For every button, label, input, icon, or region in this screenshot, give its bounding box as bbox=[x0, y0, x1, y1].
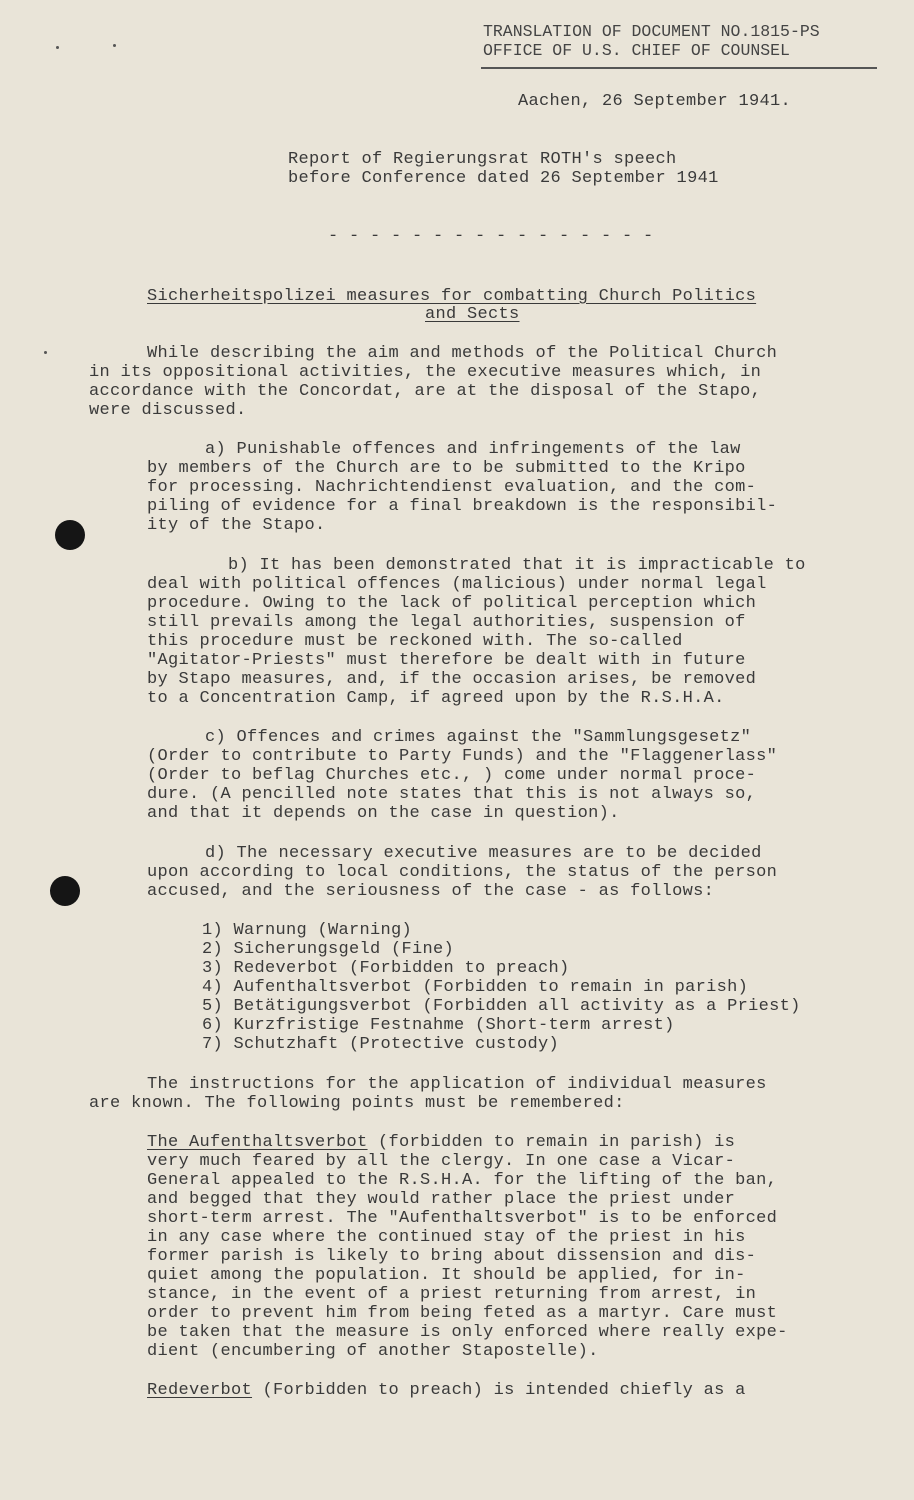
aufenthalt-line: very much feared by all the clergy. In one case a Vicar- bbox=[147, 1152, 736, 1171]
para-b-line: still prevails among the legal authorities, suspension of bbox=[147, 613, 746, 632]
paper-speck bbox=[56, 46, 59, 49]
para-b-line: b) It has been demonstrated that it is impracticable to bbox=[228, 556, 806, 575]
para-a-line: by members of the Church are to be submitted to the Kripo bbox=[147, 459, 746, 478]
measure-item: 1) Warnung (Warning) bbox=[202, 921, 413, 940]
punch-hole bbox=[55, 520, 85, 550]
measure-item: 7) Schutzhaft (Protective custody) bbox=[202, 1035, 560, 1054]
header-translation-line: TRANSLATION OF DOCUMENT NO.1815-PS bbox=[483, 22, 820, 41]
para-a-line: ity of the Stapo. bbox=[147, 516, 326, 535]
para-b-line: this procedure must be reckoned with. The so-called bbox=[147, 632, 683, 651]
aufenthalt-line: in any case where the continued stay of the priest in his bbox=[147, 1228, 746, 1247]
para-b-line: by Stapo measures, and, if the occasion arises, be removed bbox=[147, 670, 757, 689]
para-a-line: a) Punishable offences and infringements of the law bbox=[205, 440, 741, 459]
para-b-line: "Agitator-Priests" must therefore be dealt with in future bbox=[147, 651, 746, 670]
section-title-line-2: and Sects bbox=[425, 305, 520, 324]
intro-line: were discussed. bbox=[89, 401, 247, 420]
document-header bbox=[483, 22, 820, 60]
para-d-line: upon according to local conditions, the status of the person bbox=[147, 863, 778, 882]
aufenthalt-line: and begged that they would rather place the priest under bbox=[147, 1190, 736, 1209]
para-c-line: (Order to beflag Churches etc., ) come under normal proce- bbox=[147, 766, 757, 785]
para-c-line: c) Offences and crimes against the "Sammlungsgesetz" bbox=[205, 728, 752, 747]
section-title-line-1: Sicherheitspolizei measures for combatting Church Politics bbox=[147, 287, 757, 306]
report-title-line-2: before Conference dated 26 September 1941 bbox=[288, 169, 719, 188]
header-rule bbox=[481, 67, 877, 69]
rede-term: Redeverbot bbox=[147, 1381, 253, 1400]
para-a-line: for processing. Nachrichtendienst evaluation, and the com- bbox=[147, 478, 757, 497]
aufenthalt-first-rest: (forbidden to remain in parish) is bbox=[367, 1133, 736, 1152]
aufenthalt-line: stance, in the event of a priest returning from arrest, in bbox=[147, 1285, 757, 1304]
report-title-line-1: Report of Regierungsrat ROTH's speech bbox=[288, 150, 677, 169]
intro-line: accordance with the Concordat, are at the disposal of the Stapo, bbox=[89, 382, 762, 401]
rede-rest: (Forbidden to preach) is intended chiefly as a bbox=[252, 1381, 746, 1400]
measure-item: 5) Betätigungsverbot (Forbidden all activity as a Priest) bbox=[202, 997, 801, 1016]
rede-line bbox=[147, 1381, 746, 1400]
para-c-line: dure. (A pencilled note states that this is not always so, bbox=[147, 785, 757, 804]
measure-item: 2) Sicherungsgeld (Fine) bbox=[202, 940, 455, 959]
aufenthalt-line: General appealed to the R.S.H.A. for the lifting of the ban, bbox=[147, 1171, 778, 1190]
header-office-line: OFFICE OF U.S. CHIEF OF COUNSEL bbox=[483, 41, 790, 60]
aufenthalt-line: be taken that the measure is only enforced where really expe- bbox=[147, 1323, 788, 1342]
aufenthalt-first-line bbox=[147, 1133, 735, 1152]
para-d-line: accused, and the seriousness of the case - as follows: bbox=[147, 882, 715, 901]
paper-speck bbox=[113, 44, 116, 47]
para-b-line: to a Concentration Camp, if agreed upon by the R.S.H.A. bbox=[147, 689, 725, 708]
measure-item: 6) Kurzfristige Festnahme (Short-term arrest) bbox=[202, 1016, 675, 1035]
intro-line: While describing the aim and methods of the Political Church bbox=[147, 344, 778, 363]
para-a-line: piling of evidence for a final breakdown is the responsibil- bbox=[147, 497, 778, 516]
punch-hole bbox=[50, 876, 80, 906]
aufenthalt-line: short-term arrest. The "Aufenthaltsverbot" is to be enforced bbox=[147, 1209, 778, 1228]
aufenthalt-line: dient (encumbering of another Stapostelle). bbox=[147, 1342, 599, 1361]
document-date: Aachen, 26 September 1941. bbox=[518, 92, 792, 111]
measure-item: 4) Aufenthaltsverbot (Forbidden to remain in parish) bbox=[202, 978, 749, 997]
separator-dashes: - - - - - - - - - - - - - - - - bbox=[328, 227, 654, 246]
para-d-line: d) The necessary executive measures are to be decided bbox=[205, 844, 762, 863]
para-c-line: and that it depends on the case in question). bbox=[147, 804, 620, 823]
measure-item: 3) Redeverbot (Forbidden to preach) bbox=[202, 959, 570, 978]
aufenthalt-line: quiet among the population. It should be applied, for in- bbox=[147, 1266, 746, 1285]
instructions-line: The instructions for the application of individual measures bbox=[147, 1075, 767, 1094]
paper-speck bbox=[44, 351, 47, 354]
intro-line: in its oppositional activities, the executive measures which, in bbox=[89, 363, 762, 382]
aufenthalt-line: former parish is likely to bring about dissension and dis- bbox=[147, 1247, 757, 1266]
para-b-line: deal with political offences (malicious) under normal legal bbox=[147, 575, 767, 594]
aufenthalt-term: The Aufenthaltsverbot bbox=[147, 1133, 368, 1152]
aufenthalt-line: order to prevent him from being feted as a martyr. Care must bbox=[147, 1304, 778, 1323]
instructions-line: are known. The following points must be remembered: bbox=[89, 1094, 625, 1113]
para-b-line: procedure. Owing to the lack of political perception which bbox=[147, 594, 757, 613]
para-c-line: (Order to contribute to Party Funds) and the "Flaggenerlass" bbox=[147, 747, 778, 766]
